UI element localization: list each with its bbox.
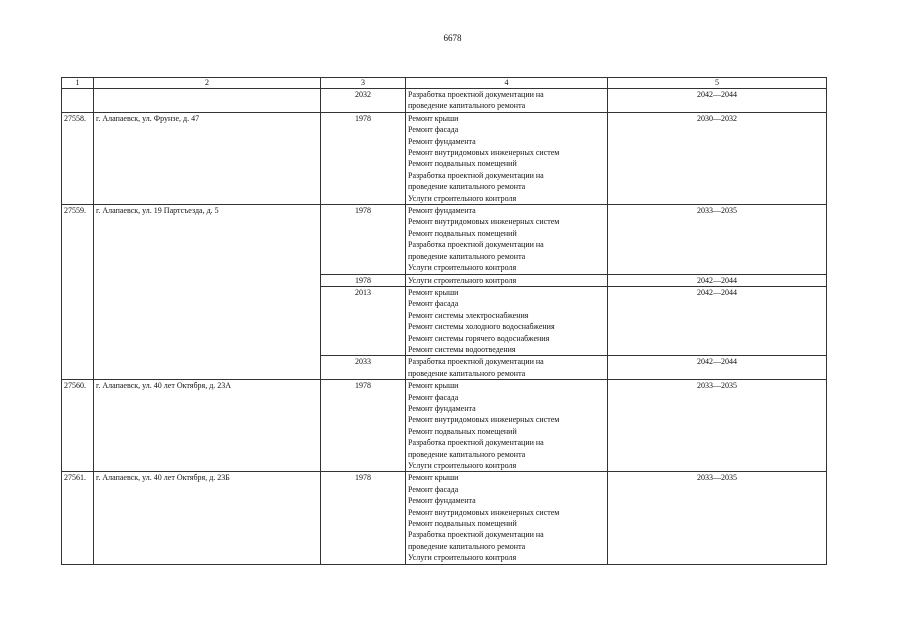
row-number: 27561. bbox=[62, 472, 94, 564]
header-cell-2: 2 bbox=[94, 78, 321, 89]
work-item: Ремонт системы холодного водоснабжения bbox=[408, 322, 555, 332]
work-item: Услуги строительного контроля bbox=[408, 553, 517, 563]
address: г. Алапаевск, ул. 40 лет Октября, д. 23А bbox=[94, 380, 321, 472]
work-item: проведение капитального ремонта bbox=[408, 101, 526, 111]
table-row bbox=[62, 89, 827, 113]
year: 1978 bbox=[321, 380, 406, 472]
work-item: Ремонт фасада bbox=[408, 484, 459, 494]
address: г. Алапаевск, ул. 40 лет Октября, д. 23Б bbox=[94, 472, 321, 564]
header-cell-1: 1 bbox=[62, 78, 94, 89]
works-list bbox=[406, 356, 608, 380]
year: 1978 bbox=[321, 112, 406, 204]
work-item: Разработка проектной документации на bbox=[408, 240, 544, 250]
work-item: проведение капитального ремонта bbox=[408, 541, 526, 551]
table-header-row bbox=[62, 78, 827, 89]
work-item: Разработка проектной документации на bbox=[408, 438, 544, 448]
work-item: Разработка проектной документации на bbox=[408, 90, 544, 99]
table-row bbox=[62, 380, 827, 472]
work-item: проведение капитального ремонта bbox=[408, 368, 526, 378]
work-item: Ремонт крыши bbox=[408, 473, 459, 483]
work-item: Ремонт внутридомовых инженерных систем bbox=[408, 507, 560, 517]
works-list bbox=[406, 472, 608, 564]
work-item: проведение капитального ремонта bbox=[408, 449, 526, 459]
work-item: Услуги строительного контроля bbox=[408, 461, 517, 470]
work-item: Ремонт крыши bbox=[408, 113, 459, 123]
row-number: 27558. bbox=[62, 112, 94, 204]
works-list bbox=[406, 274, 608, 286]
work-item: Ремонт системы водоотведения bbox=[408, 344, 516, 354]
repair-period: 2042—2044 bbox=[608, 274, 827, 286]
header-cell-3: 3 bbox=[321, 78, 406, 89]
year: 1978 bbox=[321, 205, 406, 274]
work-item: Разработка проектной документации на bbox=[408, 530, 544, 540]
page-number: 6678 bbox=[443, 33, 462, 43]
work-item: Ремонт фасада bbox=[408, 299, 459, 309]
repair-period: 2033—2035 bbox=[608, 380, 827, 472]
repair-period: 2033—2035 bbox=[608, 205, 827, 274]
header-cell-5: 5 bbox=[608, 78, 827, 89]
repair-period: 2042—2044 bbox=[608, 286, 827, 355]
year: 2013 bbox=[321, 286, 406, 355]
header-cell-4: 4 bbox=[406, 78, 608, 89]
works-list bbox=[406, 380, 608, 472]
work-item: Ремонт подвальных помещений bbox=[408, 159, 517, 169]
work-item: проведение капитального ремонта bbox=[408, 251, 526, 261]
work-item: Ремонт системы электроснабжения bbox=[408, 310, 529, 320]
repair-period: 2030—2032 bbox=[608, 112, 827, 204]
work-item: Ремонт фундамента bbox=[408, 403, 476, 413]
work-item: Ремонт крыши bbox=[408, 287, 459, 297]
work-item: Ремонт крыши bbox=[408, 381, 459, 391]
work-item: Ремонт системы горячего водоснабжения bbox=[408, 333, 550, 343]
year: 1978 bbox=[321, 472, 406, 564]
repair-period: 2033—2035 bbox=[608, 472, 827, 564]
work-item: Ремонт подвальных помещений bbox=[408, 426, 517, 436]
address bbox=[94, 89, 321, 113]
work-item: Ремонт фасада bbox=[408, 392, 459, 402]
work-item: Ремонт фундамента bbox=[408, 496, 476, 506]
works-list bbox=[406, 112, 608, 204]
capital-repair-table bbox=[61, 77, 827, 565]
work-item: Ремонт подвальных помещений bbox=[408, 228, 517, 238]
repair-period: 2042—2044 bbox=[608, 356, 827, 380]
row-number bbox=[62, 89, 94, 113]
work-item: Услуги строительного контроля bbox=[408, 193, 517, 203]
year: 1978 bbox=[321, 274, 406, 286]
work-item: Разработка проектной документации на bbox=[408, 357, 544, 367]
year: 2032 bbox=[321, 89, 406, 113]
work-item: Ремонт внутридомовых инженерных систем bbox=[408, 148, 560, 158]
work-item: Ремонт фундамента bbox=[408, 136, 476, 146]
address: г. Алапаевск, ул. Фрунзе, д. 47 bbox=[94, 112, 321, 204]
year: 2033 bbox=[321, 356, 406, 380]
work-item: Ремонт внутридомовых инженерных систем bbox=[408, 415, 560, 425]
work-item: Услуги строительного контроля bbox=[408, 275, 517, 285]
address: г. Алапаевск, ул. 19 Партсъезда, д. 5 bbox=[94, 205, 321, 380]
table-row bbox=[62, 112, 827, 204]
row-number: 27559. bbox=[62, 205, 94, 380]
work-item: Ремонт фундамента bbox=[408, 206, 476, 216]
table-row bbox=[62, 472, 827, 564]
table-row bbox=[62, 205, 827, 274]
work-item: Ремонт фасада bbox=[408, 125, 459, 135]
work-item: проведение капитального ремонта bbox=[408, 182, 526, 192]
row-number: 27560. bbox=[62, 380, 94, 472]
works-list bbox=[406, 89, 608, 113]
work-item: Разработка проектной документации на bbox=[408, 170, 544, 180]
work-item: Ремонт внутридомовых инженерных систем bbox=[408, 217, 560, 227]
work-item: Услуги строительного контроля bbox=[408, 263, 517, 273]
works-list bbox=[406, 205, 608, 274]
work-item: Ремонт подвальных помещений bbox=[408, 519, 517, 529]
works-list bbox=[406, 286, 608, 355]
repair-period: 2042—2044 bbox=[608, 89, 827, 113]
